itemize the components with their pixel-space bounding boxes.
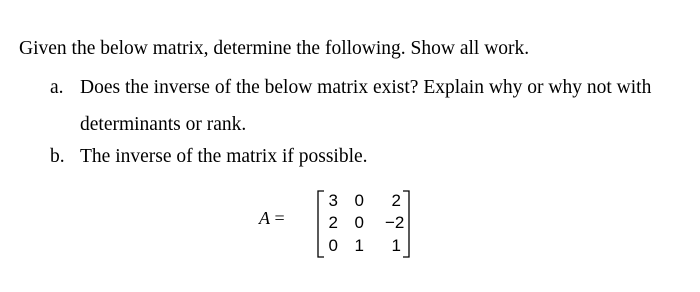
matrix-cell: 1 (391, 236, 401, 255)
matrix-cell: 2 (328, 213, 338, 232)
right-bracket (402, 190, 411, 258)
item-marker-b: b. (50, 146, 65, 167)
matrix-label (259, 209, 285, 227)
matrix-cell: 1 (354, 236, 364, 255)
equals-sign: = (274, 208, 285, 228)
item-marker-a: a. (50, 77, 64, 98)
matrix-cell: 3 (328, 191, 338, 210)
matrix-cell: −2 (385, 213, 405, 232)
item-a-line-2: determinants or rank. (80, 114, 247, 135)
item-b-line-1: The inverse of the matrix if possible. (80, 146, 368, 167)
matrix-equation (259, 190, 419, 262)
matrix-cell: 0 (354, 191, 364, 210)
matrix-cell: 0 (328, 236, 338, 255)
matrix-cell: 0 (354, 213, 364, 232)
matrix-variable: A (259, 208, 270, 228)
item-a-line-1: Does the inverse of the below matrix exist? Explain why or why not with (80, 77, 652, 98)
matrix-cell: 2 (391, 191, 401, 210)
intro-text: Given the below matrix, determine the following. Show all work. (19, 38, 530, 59)
